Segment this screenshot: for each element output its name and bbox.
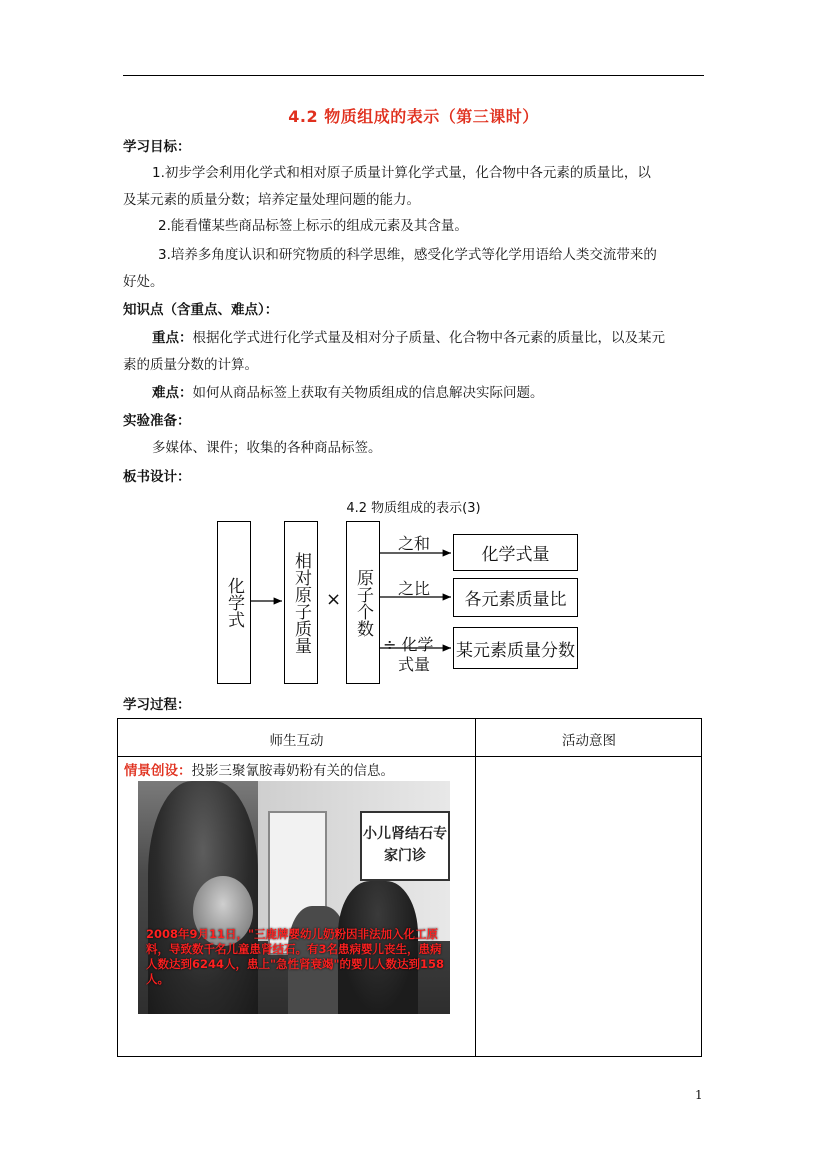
arrow-label-divide-2: 式量 xyxy=(398,655,431,674)
objective-line-2: 及某元素的质量分数；培养定量处理问题的能力。 xyxy=(123,192,420,208)
page-number: 1 xyxy=(695,1088,703,1102)
page-title: 4.2 物质组成的表示（第三课时） xyxy=(288,107,539,126)
table-row-divider xyxy=(118,756,701,757)
table-header-intent: 活动意图 xyxy=(562,733,616,749)
table-column-divider xyxy=(475,719,476,1056)
box-atom-count xyxy=(346,521,380,684)
arrow-label-sum: 之和 xyxy=(398,534,431,553)
board-design-caption: 4.2 物质组成的表示(3) xyxy=(346,501,481,516)
box-relative-atomic-mass-text: 相对原子质量 xyxy=(291,551,311,654)
news-photo xyxy=(138,781,450,1014)
focus-line-1 xyxy=(152,328,665,348)
key-points-heading: 知识点（含重点、难点）： xyxy=(123,302,279,318)
arrow-label-divide-1: ÷ 化学 xyxy=(383,635,434,654)
objective-line-3: 2.能看懂某些商品标签上标示的组成元素及其含量。 xyxy=(158,218,468,234)
photo-caption: 2008年9月11日，"三鹿牌婴幼儿奶粉因非法加入化工原料，导致数千名儿童患肾结石。有3名患病婴儿丧生，患病人数达到6244人，患上"急性肾衰竭"的婴儿人数达到158人。 xyxy=(146,927,444,986)
result-element-mass-ratio: 各元素质量比 xyxy=(453,578,578,617)
difficulty-label: 难点： xyxy=(152,385,193,401)
table-header-interaction: 师生互动 xyxy=(269,733,324,749)
times-sign: × xyxy=(326,589,342,610)
process-table xyxy=(117,718,702,1057)
difficulty-line xyxy=(152,383,544,403)
header-rule xyxy=(123,75,704,76)
scenario-line xyxy=(124,759,394,779)
scenario-label: 情景创设： xyxy=(124,763,192,779)
box-chemical-formula-text: 化学式 xyxy=(224,577,244,628)
objective-line-4: 3.培养多角度认识和研究物质的科学思维，感受化学式等化学用语给人类交流带来的 xyxy=(158,247,657,263)
board-design-heading: 板书设计： xyxy=(123,469,191,485)
objectives-heading: 学习目标： xyxy=(123,139,191,155)
preparation-text: 多媒体、课件；收集的各种商品标签。 xyxy=(152,440,382,456)
photo-clinic-sign: 小儿肾结石专家门诊 xyxy=(360,811,450,881)
box-atom-count-text: 原子个数 xyxy=(353,568,373,637)
arrow-label-ratio: 之比 xyxy=(398,579,431,598)
box-relative-atomic-mass xyxy=(284,521,318,684)
objective-line-1: 1.初步学会利用化学式和相对原子质量计算化学式量，化合物中各元素的质量比，以 xyxy=(152,165,651,181)
box-chemical-formula xyxy=(217,521,251,684)
difficulty-text: 如何从商品标签上获取有关物质组成的信息解决实际问题。 xyxy=(192,385,544,401)
scenario-text: 投影三聚氰胺毒奶粉有关的信息。 xyxy=(191,763,394,779)
preparation-heading: 实验准备： xyxy=(123,413,191,429)
objective-line-5: 好处。 xyxy=(123,274,164,290)
result-element-mass-fraction: 某元素质量分数 xyxy=(453,627,578,669)
focus-label: 重点： xyxy=(152,330,193,346)
focus-text-1: 根据化学式进行化学式量及相对分子质量、化合物中各元素的质量比，以及某元 xyxy=(192,330,665,346)
result-formula-weight: 化学式量 xyxy=(453,534,578,571)
process-heading: 学习过程： xyxy=(123,697,191,713)
focus-line-2: 素的质量分数的计算。 xyxy=(123,357,258,373)
